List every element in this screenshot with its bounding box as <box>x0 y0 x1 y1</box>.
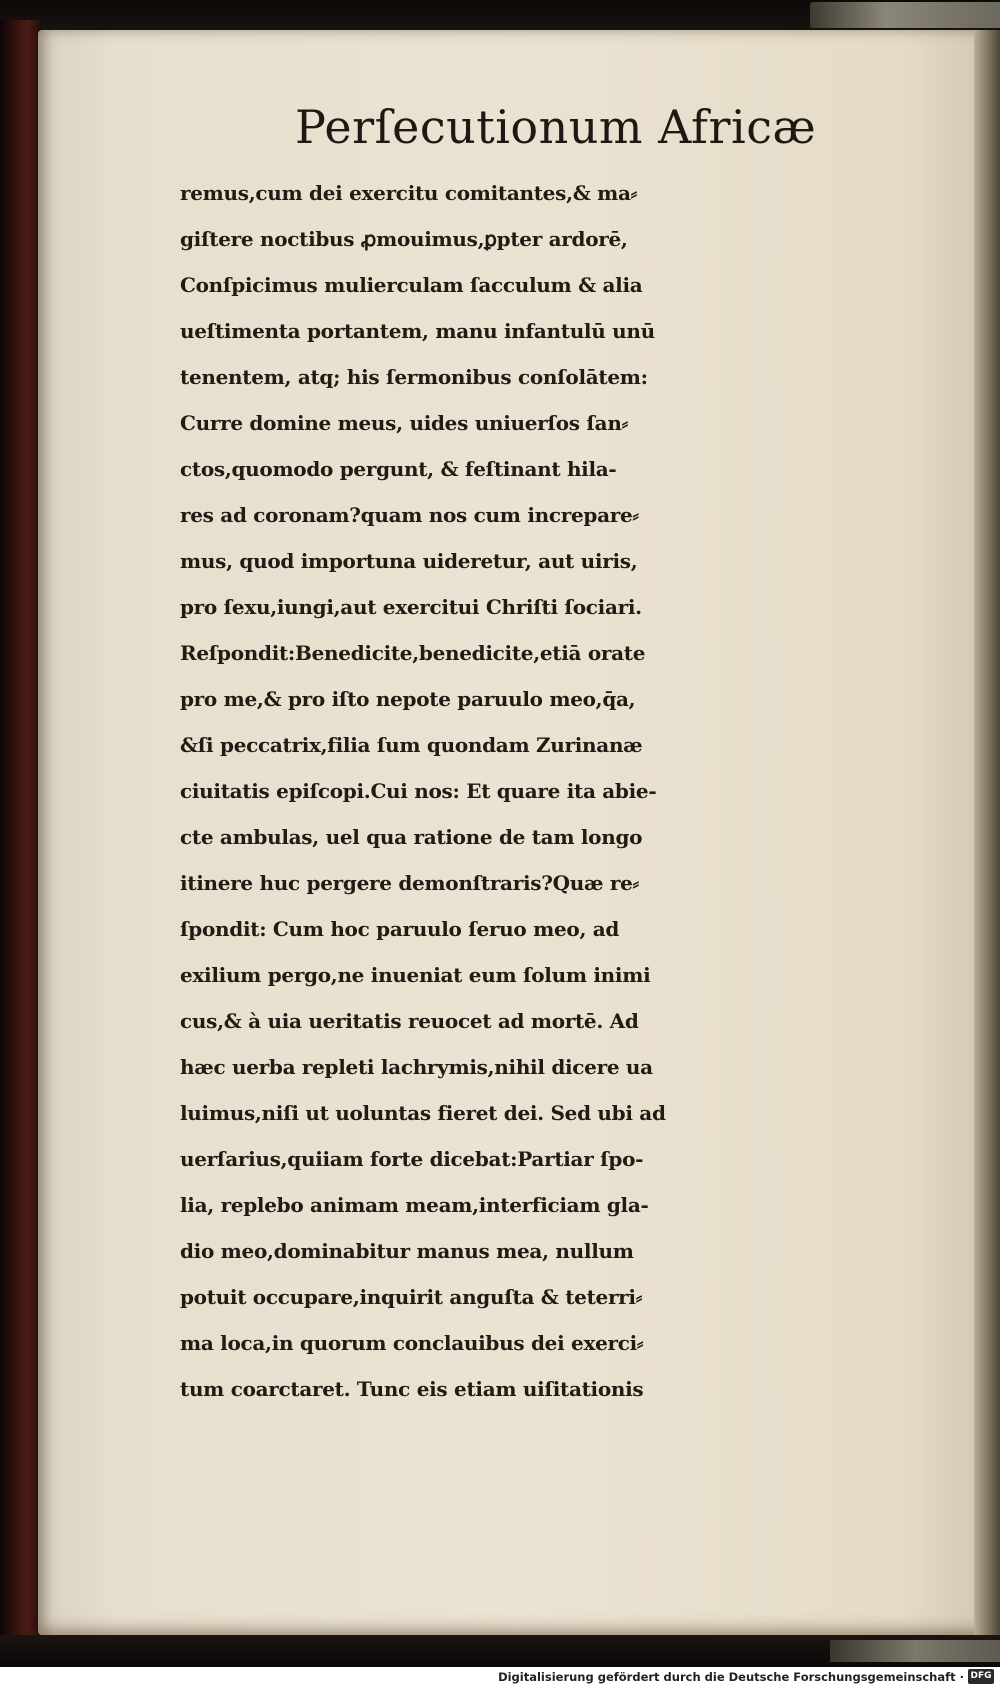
text-line: itinere huc pergere demonſtraris?Quæ re⸗ <box>180 871 639 895</box>
bottom-right-page-edge <box>830 1640 1000 1662</box>
text-line: ſpondit: Cum hoc paruulo ſeruo meo, ad <box>180 917 620 941</box>
text-line: hæc uerba repleti lachrymis,nihil dicere ua <box>180 1055 653 1079</box>
text-line: ma loca,in quorum conclauibus dei exerci⸗ <box>180 1331 644 1355</box>
text-line: ciuitatis epiſcopi.Cui nos: Et quare ita abie- <box>180 779 657 803</box>
text-line: uerſarius,quiiam forte dicebat:Partiar ſpo- <box>180 1147 644 1171</box>
text-line: exilium pergo,ne inueniat eum ſolum inimi <box>180 963 651 987</box>
digitization-credit: Digitalisierung gefördert durch die Deutsche Forschungsgemeinschaft · <box>498 1670 964 1684</box>
text-line: remus,cum dei exercitu comitantes,& ma⸗ <box>180 181 638 205</box>
body-text <box>180 170 930 1412</box>
dfg-logo-icon: DFG <box>968 1669 994 1684</box>
text-line: Conſpicimus mulierculam ſacculum & alia <box>180 273 643 297</box>
text-line: &ſi peccatrix,filia ſum quondam Zurinanæ <box>180 733 643 757</box>
text-line: ctos,quomodo pergunt, & feſtinant hila- <box>180 457 617 481</box>
text-line: pro ſexu,iungi,aut exercitui Chriſti ſociari. <box>180 595 642 619</box>
text-line: ueſtimenta portantem, manu infantulū unū <box>180 319 655 343</box>
text-line: tenentem, atq; his ſermonibus conſolātem: <box>180 365 648 389</box>
text-line: Reſpondit:Benedicite,benedicite,etiā orate <box>180 641 646 665</box>
running-head: Perſecutionum Africæ <box>295 100 817 154</box>
text-line: Curre domine meus, uides uniuerſos ſan⸗ <box>180 411 628 435</box>
text-line: dio meo,dominabitur manus mea, nullum <box>180 1239 634 1263</box>
text-line: res ad coronam?quam nos cum increpare⸗ <box>180 503 639 527</box>
text-line: giſtere noctibus ꝓmouimus,ꝑpter ardorē, <box>180 227 628 251</box>
page-stack-edge <box>974 30 1000 1640</box>
text-line: cus,& à uia ueritatis reuocet ad mortē. Ad <box>180 1009 639 1033</box>
text-line: potuit occupare,inquirit anguſta & teterri⸗ <box>180 1285 643 1309</box>
book-binding-board <box>0 20 40 1650</box>
text-line: cte ambulas, uel qua ratione de tam longo <box>180 825 643 849</box>
top-right-page-edge <box>810 2 1000 28</box>
text-line: mus, quod importuna uideretur, aut uiris, <box>180 549 638 573</box>
text-line: lia, replebo animam meam,interficiam gla- <box>180 1193 649 1217</box>
text-line: luimus,niſi ut uoluntas fieret dei. Sed ubi ad <box>180 1101 666 1125</box>
text-line: pro me,& pro iſto nepote paruulo meo,q̄a, <box>180 687 636 711</box>
text-line: tum coarctaret. Tunc eis etiam uiſitationis <box>180 1377 644 1401</box>
